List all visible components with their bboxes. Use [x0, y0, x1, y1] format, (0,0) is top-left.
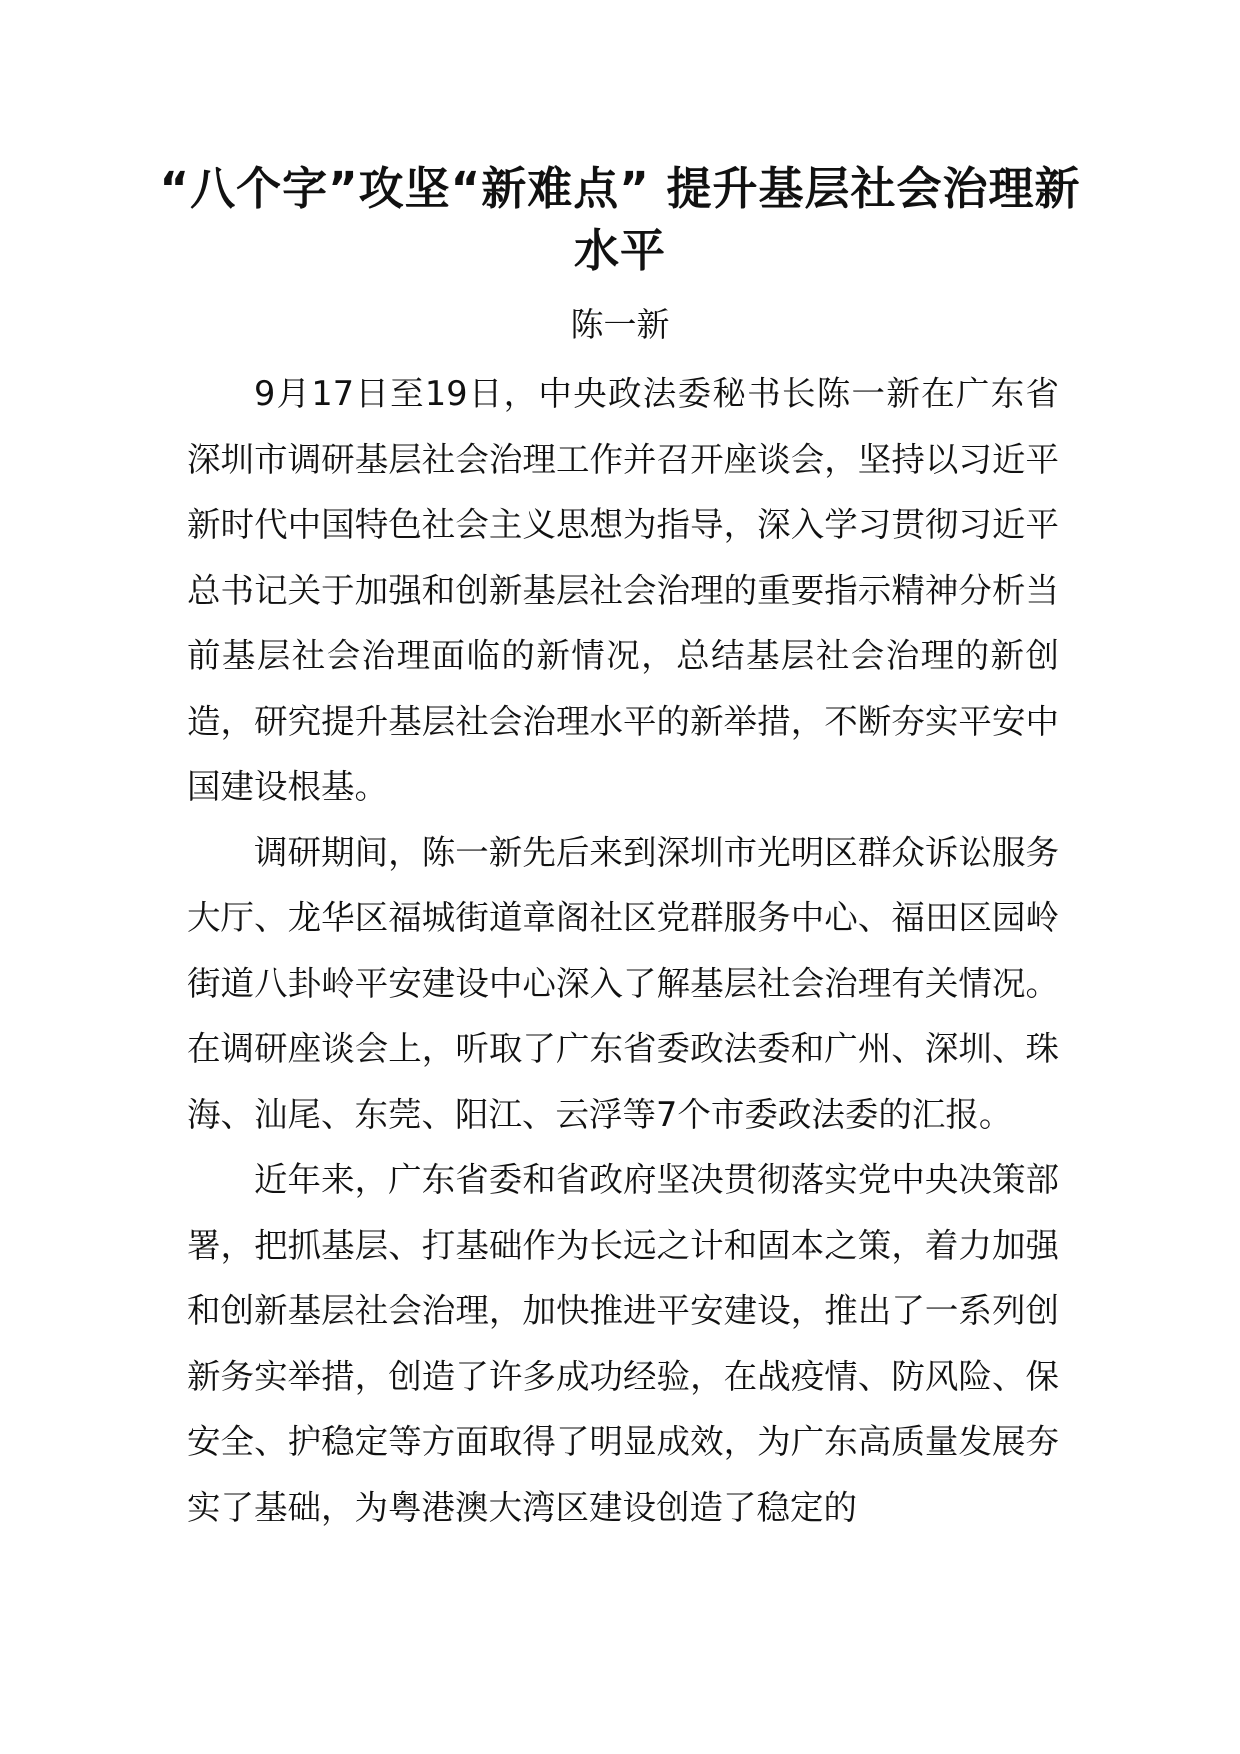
paragraph-2: 调研期间，陈一新先后来到深圳市光明区群众诉讼服务大厅、龙华区福城街道章阁社区党群服务中心、福田区园岭街道八卦岭平安建设中心深入了解基层社会治理有关情况。在调研座谈会上，听取了广东省委政法委和广州、深圳、珠海、汕尾、东莞、阳江、云浮等7个市委政法委的汇报。: [187, 832, 1059, 1134]
document-body: [187, 361, 1059, 1540]
paragraph-3: 近年来，广东省委和省政府坚决贯彻落实党中央决策部署，把抓基层、打基础作为长远之计和固本之策，着力加强和创新基层社会治理，加快推进平安建设，推出了一系列创新务实举措，创造了许多成功经验，在战疫情、防风险、保安全、护稳定等方面取得了明显成效，为广东高质量发展夯实了基础，为粤港澳大湾区建设创造了稳定的: [187, 1160, 1059, 1527]
paragraph-1: 9月17日至19日，中央政法委秘书长陈一新在广东省深圳市调研基层社会治理工作并召开座谈会，坚持以习近平新时代中国特色社会主义思想为指导，深入学习贯彻习近平总书记关于加强和创新基层社会治理的重要指示精神分析当前基层社会治理面临的新情况，总结基层社会治理的新创造，研究提升基层社会治理水平的新举措，不断夯实平安中国建设根基。: [187, 374, 1059, 806]
document-title: “八个字”攻坚“新难点” 提升基层社会治理新水平: [159, 162, 1081, 277]
document-author: 陈一新: [570, 305, 670, 344]
